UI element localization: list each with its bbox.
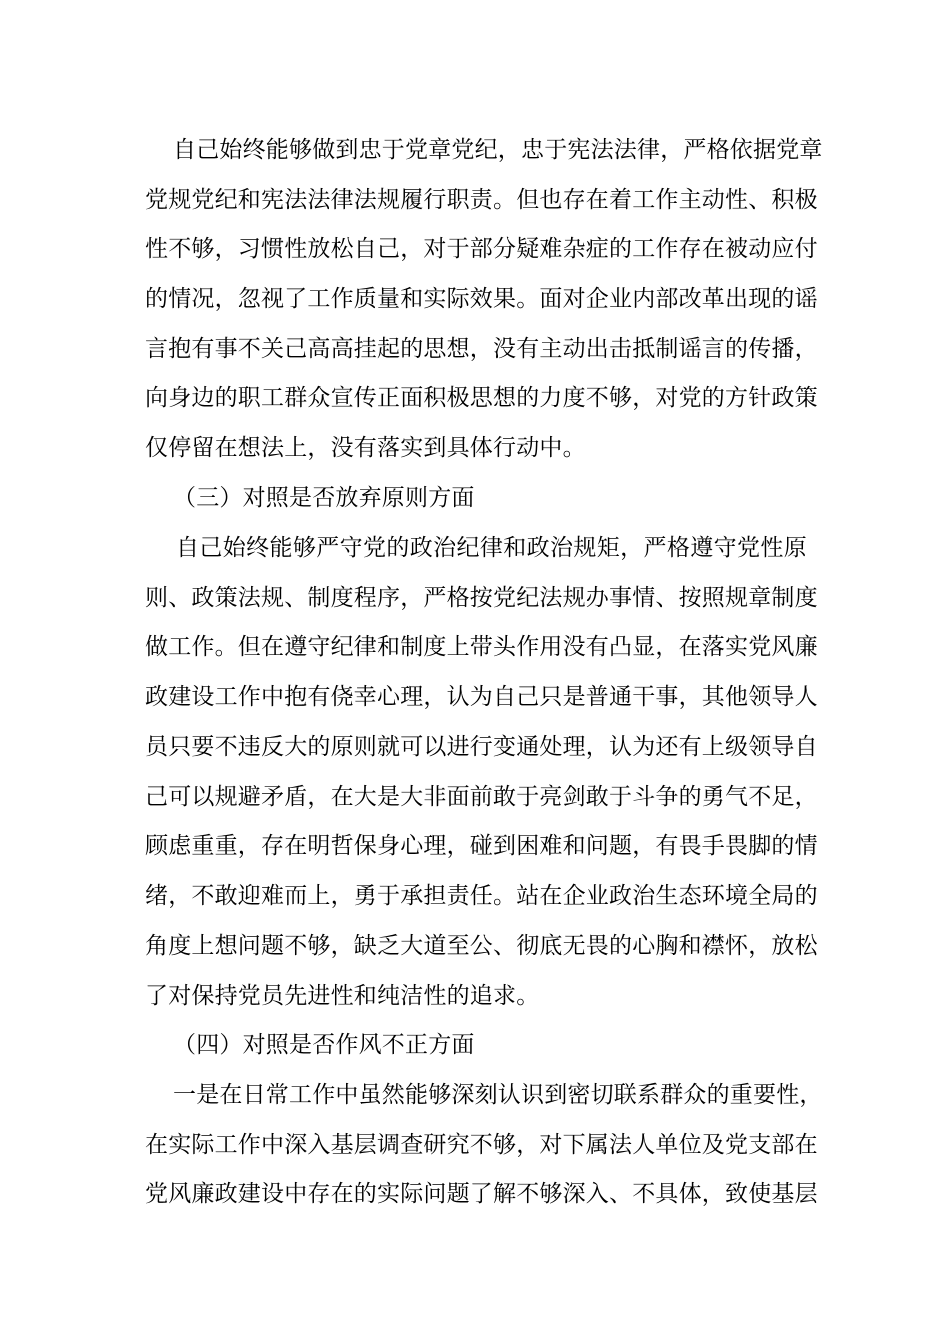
paragraph-2-line-2: 则、政策法规、制度程序，严格按党纪法规办事情、按照规章制度 <box>145 585 818 611</box>
paragraph-1-line-1: 自己始终能够做到忠于党章党纪，忠于宪法法律，严格依据党章 <box>173 137 823 163</box>
paragraph-2-line-3: 做工作。但在遵守纪律和制度上带头作用没有凸显，在落实党风廉 <box>145 634 818 660</box>
paragraph-2-line-4: 政建设工作中抱有侥幸心理，认为自己只是普通干事，其他领导人 <box>145 684 818 710</box>
paragraph-2-line-10: 了对保持党员先进性和纯洁性的追求。 <box>145 983 540 1009</box>
paragraph-1-line-7: 仅停留在想法上，没有落实到具体行动中。 <box>145 435 586 461</box>
paragraph-1-line-5: 言抱有事不关己高高挂起的思想，没有主动出击抵制谣言的传播， <box>145 336 818 362</box>
paragraph-3-line-1: 一是在日常工作中虽然能够深刻认识到密切联系群众的重要性， <box>173 1082 823 1108</box>
section-heading-4: （四）对照是否作风不正方面 <box>173 1032 475 1058</box>
paragraph-1-line-2: 党规党纪和宪法法律法规履行职责。但也存在着工作主动性、积极 <box>145 187 818 213</box>
paragraph-2-line-6: 己可以规避矛盾，在大是大非面前敢于亮剑敢于斗争的勇气不足， <box>145 784 818 810</box>
paragraph-1-line-3: 性不够，习惯性放松自己，对于部分疑难杂症的工作存在被动应付 <box>145 236 818 262</box>
paragraph-2-line-5: 员只要不违反大的原则就可以进行变通处理，认为还有上级领导自 <box>145 734 818 760</box>
paragraph-2-line-7: 顾虑重重，存在明哲保身心理，碰到困难和问题，有畏手畏脚的情 <box>145 833 818 859</box>
paragraph-3-line-3: 党风廉政建设中存在的实际问题了解不够深入、不具体，致使基层 <box>145 1181 818 1207</box>
paragraph-1-line-4: 的情况，忽视了工作质量和实际效果。面对企业内部改革出现的谣 <box>145 286 818 312</box>
paragraph-3-line-2: 在实际工作中深入基层调查研究不够，对下属法人单位及党支部在 <box>145 1132 818 1158</box>
paragraph-2-line-1: 自己始终能够严守党的政治纪律和政治规矩，严格遵守党性原 <box>176 535 807 561</box>
paragraph-2-line-9: 角度上想问题不够，缺乏大道至公、彻底无畏的心胸和襟怀，放松 <box>145 933 818 959</box>
section-heading-3: （三）对照是否放弃原则方面 <box>173 485 475 511</box>
paragraph-1-line-6: 向身边的职工群众宣传正面积极思想的力度不够，对党的方针政策 <box>145 385 818 411</box>
paragraph-2-line-8: 绪，不敢迎难而上，勇于承担责任。站在企业政治生态环境全局的 <box>145 883 818 909</box>
